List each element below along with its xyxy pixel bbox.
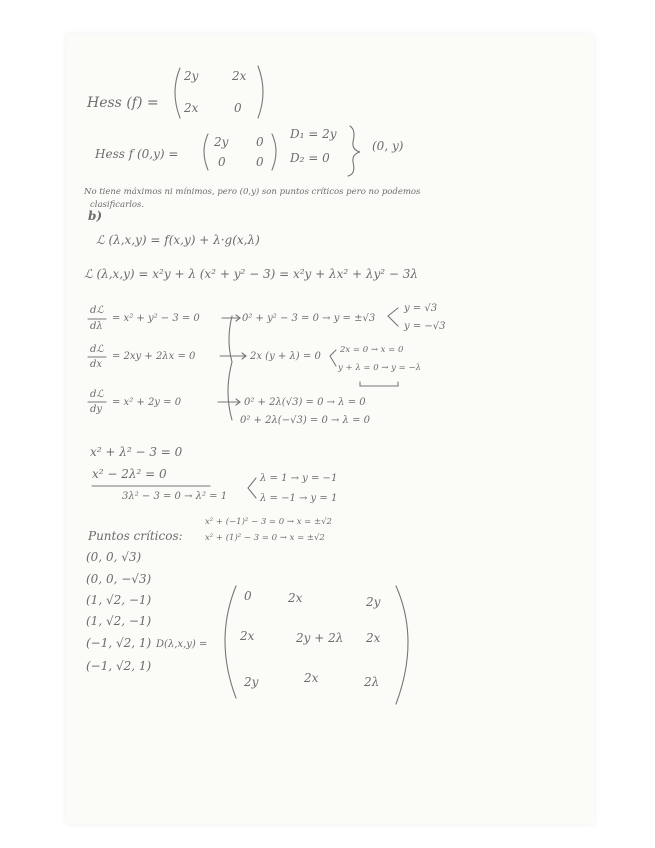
branch-y-pos: y = √3 bbox=[404, 303, 438, 314]
minor-d1: D₁ = 2y bbox=[290, 127, 337, 141]
derivative-num: dℒ bbox=[90, 305, 104, 316]
critical-point: (0, y) bbox=[372, 139, 404, 153]
lagrangian-definition: ℒ (λ,x,y) = f(x,y) + λ·g(x,λ) bbox=[96, 233, 260, 247]
bordered-cell: 2y + 2λ bbox=[296, 631, 344, 645]
bordered-cell: 2λ bbox=[364, 675, 380, 689]
hess-cell: 0 bbox=[256, 155, 264, 169]
x-solution-1: x² + (−1)² − 3 = 0 → x = ±√2 bbox=[205, 517, 332, 527]
derivative-result: 0² + y² − 3 = 0 → y = ±√3 bbox=[242, 313, 376, 324]
derivative-den: dx bbox=[90, 359, 103, 370]
critical-point: (1, √2, −1) bbox=[86, 614, 152, 628]
critical-point: (−1, √2, 1) bbox=[86, 636, 152, 650]
derivative-den: dy bbox=[90, 404, 103, 415]
hess-label: Hess (f) = bbox=[87, 95, 159, 111]
system-eq-1: x² + λ² − 3 = 0 bbox=[90, 445, 183, 459]
lagrangian-expanded: ℒ (λ,x,y) = x²y + λ (x² + y² − 3) = x²y + λx² + λy² − 3λ bbox=[84, 267, 418, 281]
hess-cell: 0 bbox=[234, 101, 242, 115]
hess-cell: 2y bbox=[184, 69, 199, 83]
hess-cell: 0 bbox=[218, 155, 226, 169]
hess-cell: 2x bbox=[184, 101, 199, 115]
derivative-eq: = x² + 2y = 0 bbox=[112, 397, 182, 408]
system-sum: 3λ² − 3 = 0 → λ² = 1 bbox=[122, 491, 228, 502]
branch-x-zero: 2x = 0 → x = 0 bbox=[340, 345, 404, 355]
hess-cell: 2x bbox=[232, 69, 247, 83]
derivative-num: dℒ bbox=[90, 344, 104, 355]
hess-at-point-label: Hess f (0,y) = bbox=[95, 147, 179, 161]
branch-y-neg: y = −√3 bbox=[404, 321, 446, 332]
branch-y-lambda: y + λ = 0 → y = −λ bbox=[338, 363, 422, 373]
minor-d2: D₂ = 0 bbox=[290, 151, 330, 165]
bordered-cell: 2x bbox=[288, 591, 303, 605]
x-solution-2: x² + (1)² − 3 = 0 → x = ±√2 bbox=[205, 533, 325, 543]
lambda-case-2: λ = −1 → y = 1 bbox=[260, 493, 338, 504]
system-eq-2: x² − 2λ² = 0 bbox=[92, 467, 167, 481]
branch-lambda: 0² + 2λ(−√3) = 0 → λ = 0 bbox=[240, 415, 370, 426]
bordered-cell: 2x bbox=[366, 631, 381, 645]
critical-point: (0, 0, −√3) bbox=[86, 572, 152, 586]
derivative-eq: = 2xy + 2λx = 0 bbox=[112, 351, 196, 362]
bordered-cell: 2y bbox=[244, 675, 259, 689]
bordered-cell: 2x bbox=[240, 629, 255, 643]
derivative-num: dℒ bbox=[90, 389, 104, 400]
derivative-eq: = x² + y² − 3 = 0 bbox=[112, 313, 200, 324]
section-label: b) bbox=[88, 209, 103, 223]
hess-cell: 0 bbox=[256, 135, 264, 149]
lambda-case-1: λ = 1 → y = −1 bbox=[260, 473, 338, 484]
bordered-cell: 2x bbox=[304, 671, 319, 685]
bordered-cell: 0 bbox=[244, 589, 252, 603]
critical-points-label: Puntos críticos: bbox=[88, 529, 183, 543]
bordered-cell: 2y bbox=[366, 595, 381, 609]
derivative-result: 2x (y + λ) = 0 bbox=[250, 351, 321, 362]
derivative-result: 0² + 2λ(√3) = 0 → λ = 0 bbox=[244, 397, 366, 408]
hess-cell: 2y bbox=[214, 135, 229, 149]
critical-point: (0, 0, √3) bbox=[86, 550, 142, 564]
derivative-den: dλ bbox=[90, 321, 103, 332]
critical-point: (−1, √2, 1) bbox=[86, 659, 152, 673]
critical-point: (1, √2, −1) bbox=[86, 593, 152, 607]
note-line-2: clasificarlos. bbox=[90, 200, 145, 210]
note-line-1: No tiene máximos ni mínimos, pero (0,y) son puntos críticos pero no podemos bbox=[84, 187, 421, 197]
bordered-hessian-label: D(λ,x,y) = bbox=[156, 639, 208, 650]
